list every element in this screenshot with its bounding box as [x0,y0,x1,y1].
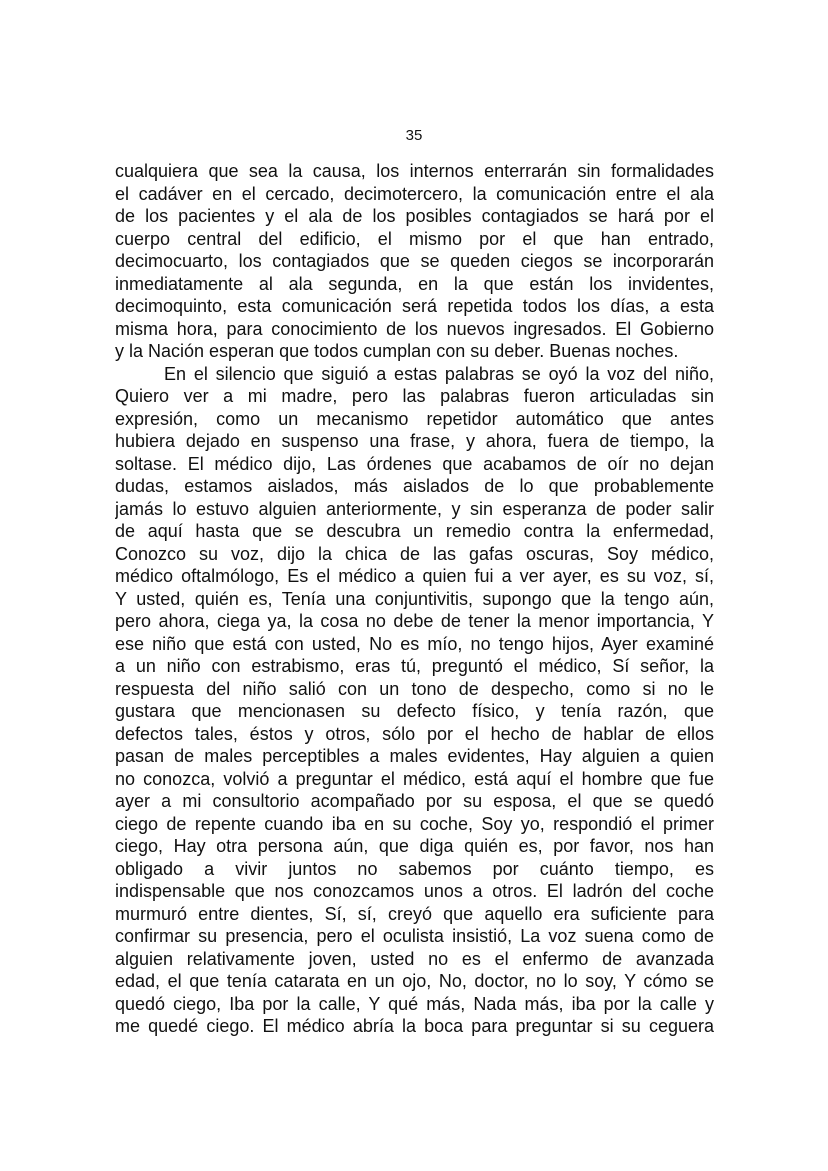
text-line: ciego, Hay otra persona aún, que diga quién es, por favor, nos han [115,836,714,856]
text-line: soltase. El médico dijo, Las órdenes que acabamos de oír no dejan [115,453,714,474]
text-line: gustara que mencionasen su defecto físico, y tenía razón, que [115,701,714,721]
text-line: Quiero ver a mi madre, pero las palabras fueron articuladas sin [115,386,714,406]
paragraph-start-line: En el silencio que siguió a estas palabras se oyó la voz del niño, [164,363,714,384]
text-line: indispensable que nos conozcamos unos a otros. El ladrón del coche [115,881,714,901]
text-line: el cadáver en el cercado, decimotercero, la comunicación entre el ala [115,183,714,204]
text-line: decimoquinto, esta comunicación será repetida todos los días, a esta [115,296,714,316]
text-line: de los pacientes y el ala de los posibles contagiados se hará por el [115,206,714,226]
text-line: respuesta del niño salió con un tono de despecho, como si no le [115,678,714,699]
text-line: alguien relativamente joven, usted no es el enfermo de avanzada [115,948,714,969]
text-line: confirmar su presencia, pero el oculista insistió, La voz suena como de [115,926,714,946]
text-line: obligado a vivir juntos no sabemos por cuánto tiempo, es [115,858,714,879]
page-number: 35 [405,127,423,144]
text-line: jamás lo estuvo alguien anteriormente, y sin esperanza de poder salir [115,498,714,519]
text-line: Y usted, quién es, Tenía una conjuntivitis, supongo que la tengo aún, [115,588,714,609]
text-line: me quedé ciego. El médico abría la boca para preguntar si su ceguera [115,1016,714,1036]
text-line: cuerpo central del edificio, el mismo por el que han entrado, [115,228,714,249]
text-line: ciego de repente cuando iba en su coche, Soy yo, respondió el primer [115,813,714,834]
text-line: misma hora, para conocimiento de los nuevos ingresados. El Gobierno [115,318,714,339]
text-line: murmuró entre dientes, Sí, sí, creyó que aquello era suficiente para [115,903,714,924]
text-line: pero ahora, ciega ya, la cosa no debe de tener la menor importancia, Y [115,611,714,631]
text-line: médico oftalmólogo, Es el médico a quien fui a ver ayer, es su voz, sí, [115,566,714,586]
text-line: no conozca, volvió a preguntar el médico, está aquí el hombre que fue [115,768,714,789]
text-line: defectos tales, éstos y otros, sólo por el hecho de hablar de ellos [115,723,714,744]
text-line: ayer a mi consultorio acompañado por su esposa, el que se quedó [115,791,714,811]
text-line: inmediatamente al ala segunda, en la que están los invidentes, [115,273,714,294]
text-line: dudas, estamos aislados, más aislados de lo que probablemente [115,476,714,496]
text-line: hubiera dejado en suspenso una frase, y ahora, fuera de tiempo, la [115,431,714,451]
text-line: y la Nación esperan que todos cumplan con su deber. Buenas noches. [115,341,679,361]
body-text [115,160,714,1038]
text-line: ese niño que está con usted, No es mío, no tengo hijos, Ayer examiné [115,633,714,654]
text-line: decimocuarto, los contagiados que se queden ciegos se incorporarán [115,251,714,271]
text-line: quedó ciego, Iba por la calle, Y qué más, Nada más, iba por la calle y [115,993,714,1014]
text-line: pasan de males perceptibles a males evidentes, Hay alguien a quien [115,746,714,766]
text-line: de aquí hasta que se descubra un remedio contra la enfermedad, [115,521,714,541]
text-line: Conozco su voz, dijo la chica de las gafas oscuras, Soy médico, [115,543,714,564]
text-line: a un niño con estrabismo, eras tú, preguntó el médico, Sí señor, la [115,656,714,676]
text-line: cualquiera que sea la causa, los internos enterrarán sin formalidades [115,161,714,181]
text-line: edad, el que tenía catarata en un ojo, No, doctor, no lo soy, Y cómo se [115,971,714,991]
text-line: expresión, como un mecanismo repetidor automático que antes [115,408,714,429]
